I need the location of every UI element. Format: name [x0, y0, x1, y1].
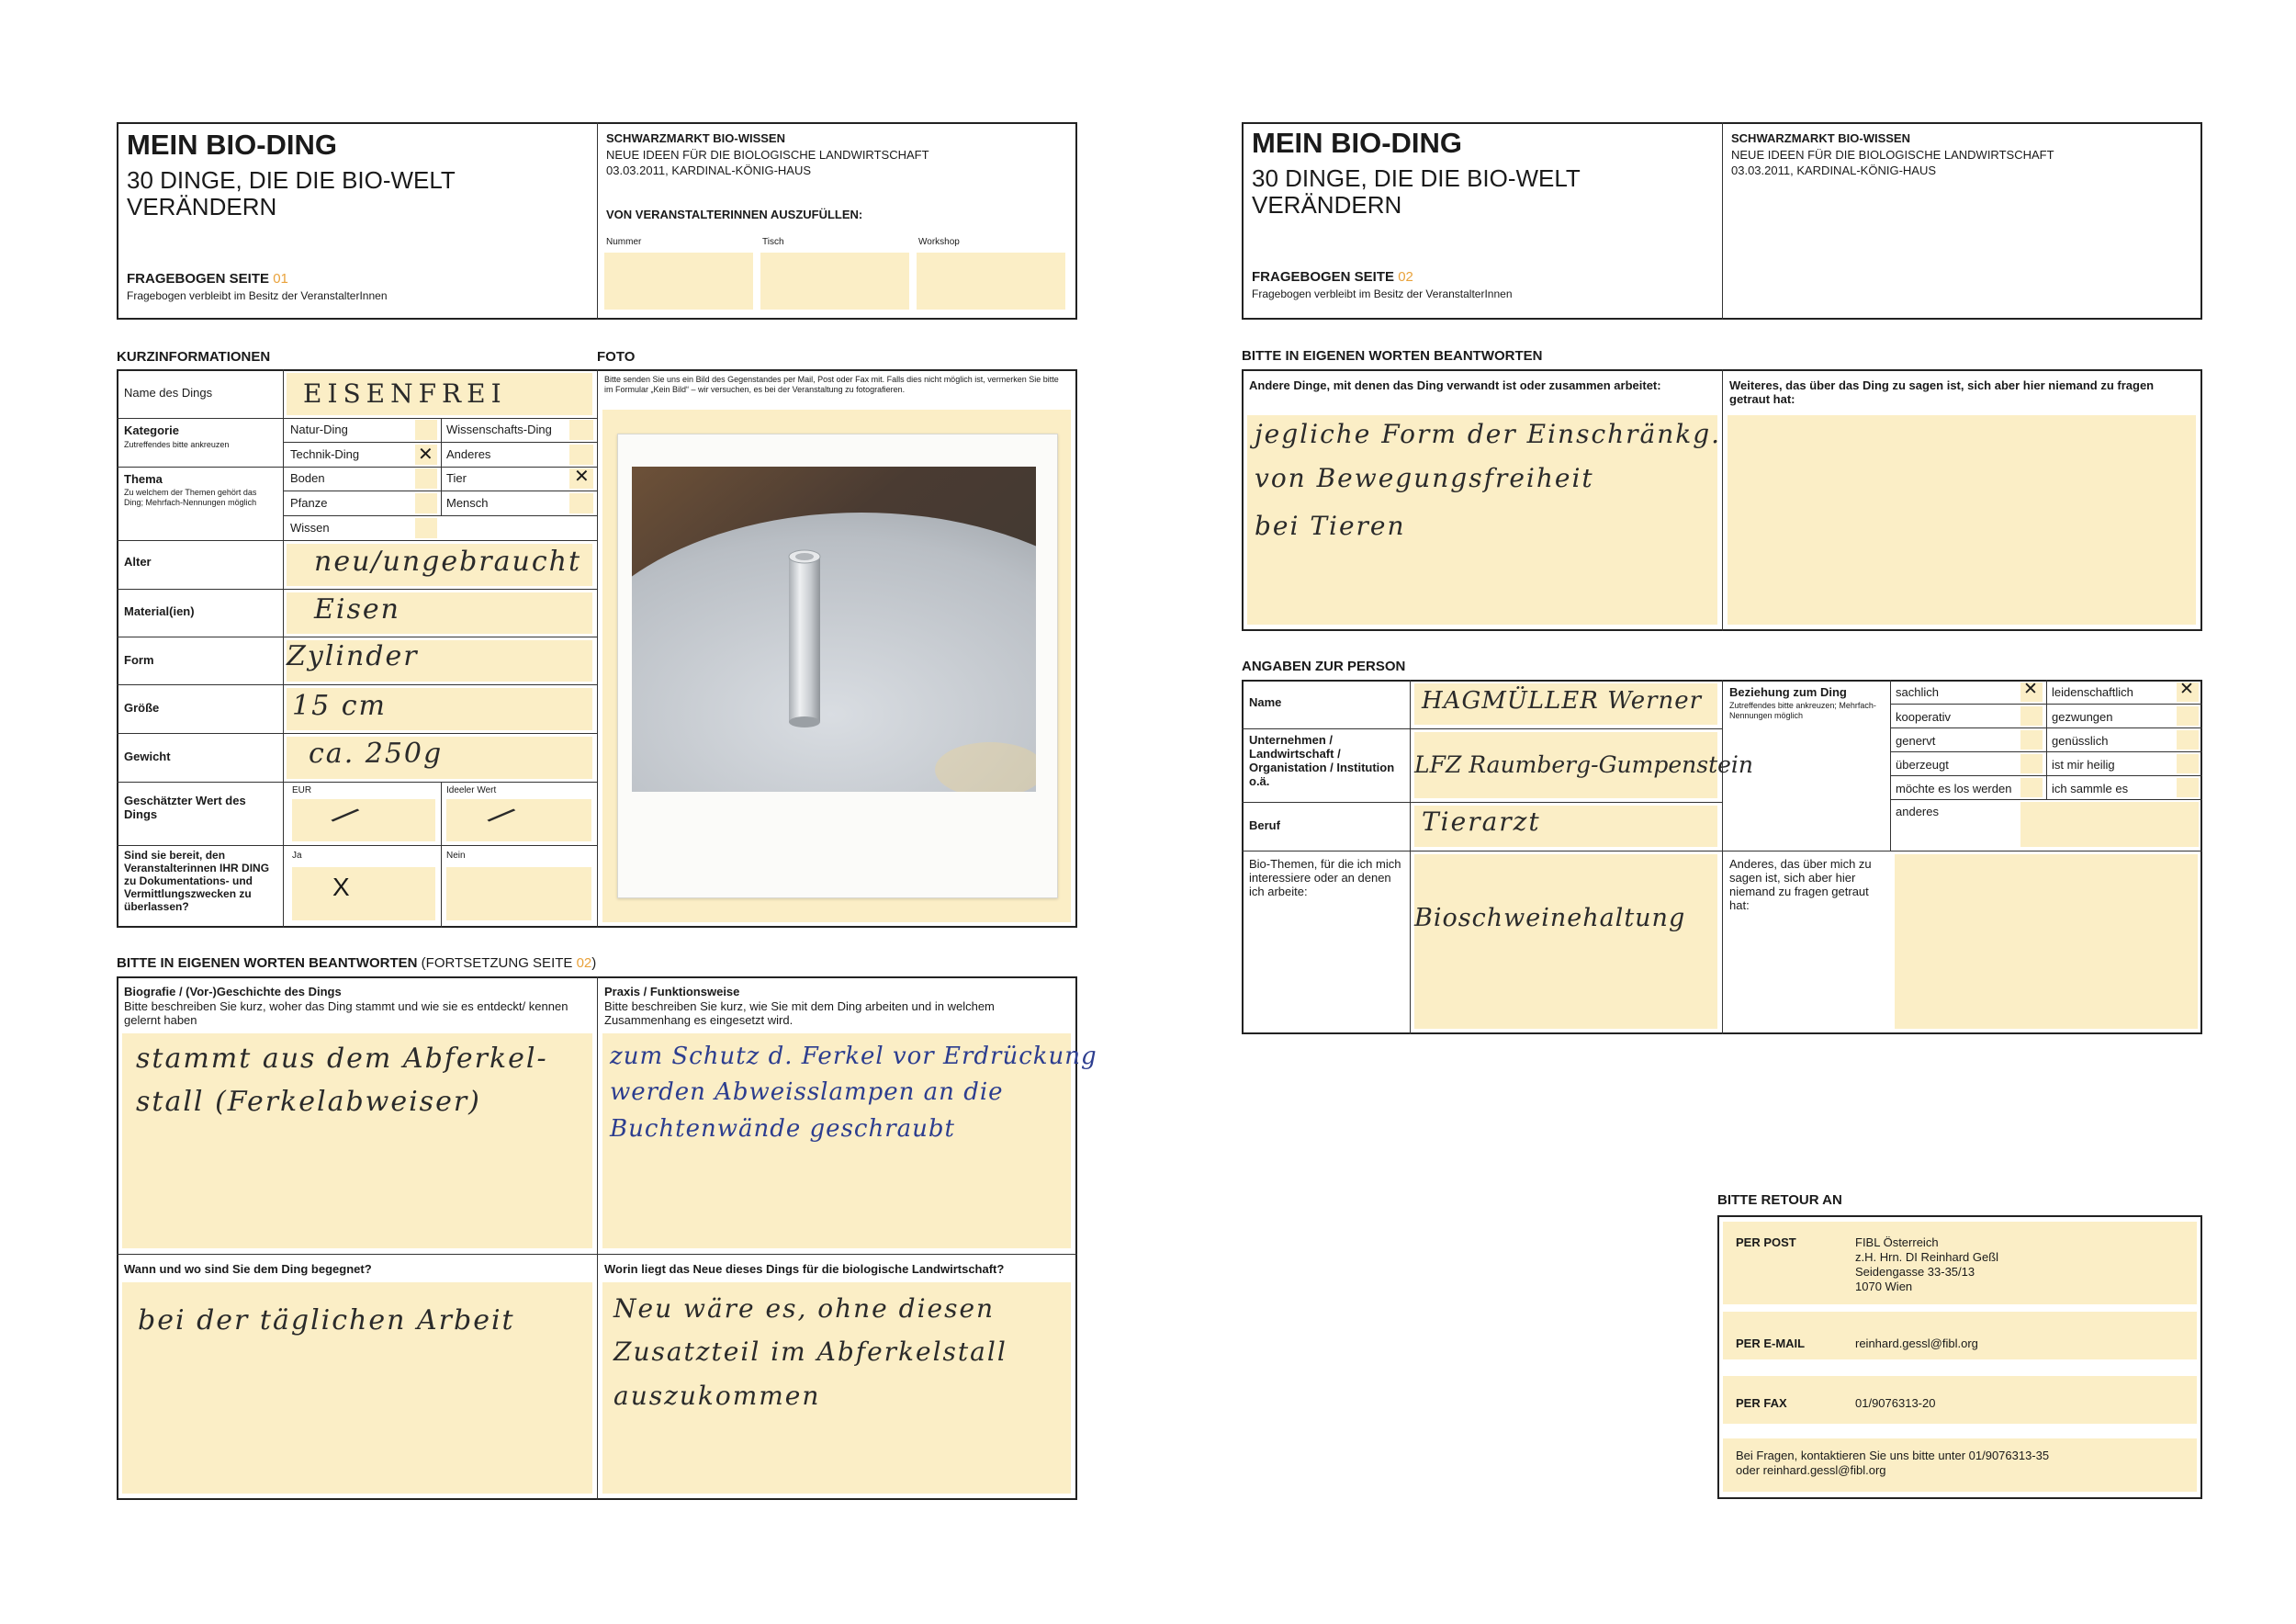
beruf-label: Beruf — [1249, 818, 1280, 832]
event-line2-2: 03.03.2011, KARDINAL-KÖNIG-HAUS — [1731, 164, 1937, 177]
organizer-label: VON VERANSTALTERINNEN AUSZUFÜLLEN: — [606, 208, 863, 221]
event-title-2: SCHWARZMARKT BIO-WISSEN — [1731, 131, 1910, 145]
bereit-ja-field[interactable] — [292, 867, 435, 920]
person-name-label: Name — [1249, 695, 1282, 709]
anderes-person-field[interactable] — [1895, 854, 2198, 1029]
retour-post-line2: z.H. Hrn. DI Reinhard Geßl — [1855, 1250, 1999, 1264]
bereit-nein-field[interactable] — [446, 867, 591, 920]
retour-heading: BITTE RETOUR AN — [1717, 1192, 1842, 1208]
foto-heading: FOTO — [597, 349, 636, 365]
name-value: EISENFREI — [303, 378, 507, 409]
material-label: Material(ien) — [124, 604, 195, 618]
andere-label: Andere Dinge, mit denen das Ding verwandt ist oder zusammen arbeitet: — [1249, 378, 1661, 392]
beruf-value: Tierarzt — [1422, 806, 1541, 837]
thema-boden-check[interactable] — [415, 468, 437, 489]
bez-genuesslich-check[interactable] — [2177, 730, 2199, 750]
workshop-field[interactable] — [917, 253, 1065, 310]
wert-ideell-field[interactable] — [446, 799, 591, 841]
wert-eur-label: EUR — [292, 785, 312, 795]
thema-mensch: Mensch — [446, 496, 489, 510]
praxis-label: Praxis / Funktionsweise — [604, 985, 740, 998]
anderes-person-label: Anderes, das über mich zu sagen ist, sich aber hier niemand zu fragen getraut hat: — [1729, 857, 1872, 912]
neu-line2: Zusatzteil im Abferkelstall — [613, 1336, 1007, 1367]
thema-mensch-check[interactable] — [569, 493, 593, 513]
form-label: Form — [124, 653, 154, 667]
bio-line1: stammt aus dem Abferkel- — [136, 1043, 548, 1075]
wert-ideell-value: / — [485, 797, 519, 834]
retour-post-label: PER POST — [1736, 1235, 1796, 1249]
page-subtitle-2: 30 DINGE, DIE DIE BIO-WELT VERÄNDERN — [1252, 164, 1581, 219]
bereit-nein-label: Nein — [446, 851, 466, 861]
bez-kooperativ-check[interactable] — [2020, 706, 2043, 726]
bez-anderes-field[interactable] — [2020, 802, 2199, 847]
retour-email-label: PER E-MAIL — [1736, 1336, 1806, 1350]
themen-label: Bio-Themen, für die ich mich interessiere oder an denen ich arbeite: — [1249, 857, 1401, 898]
themen-value: Bioschweinehaltung — [1414, 904, 1686, 932]
foto-hint: Bitte senden Sie uns ein Bild des Gegenstandes per Mail, Post oder Fax mit. Falls dies nicht möglich ist, vermerken Sie bitte im Formular „Kein Bild“ – wir versuchen, es bei der Veranstaltung zu fotografieren. — [604, 375, 1059, 394]
bez-anderes: anderes — [1896, 805, 1939, 818]
person-heading: ANGABEN ZUR PERSON — [1242, 659, 1406, 674]
thema-boden: Boden — [290, 471, 325, 485]
person-name-value: HAGMÜLLER Werner — [1422, 687, 1703, 715]
wert-eur-field[interactable] — [292, 799, 435, 841]
page-label: FRAGEBOGEN SEITE 01 — [127, 271, 288, 287]
andere-line1: jegliche Form der Einschränkg. — [1255, 419, 1722, 449]
col-workshop: Workshop — [918, 237, 960, 247]
bez-leidenschaftlich: leidenschaftlich — [2052, 685, 2133, 699]
material-value: Eisen — [314, 593, 400, 626]
event-line1-2: NEUE IDEEN FÜR DIE BIOLOGISCHE LANDWIRTSCHAFT — [1731, 148, 2054, 162]
retour-fax-band — [1723, 1376, 2197, 1424]
retour-email-band — [1723, 1312, 2197, 1359]
bereit-ja-mark: X — [332, 873, 350, 901]
bez-loswerden: möchte es los werden — [1896, 782, 2012, 795]
form-value: Zylinder — [287, 640, 419, 672]
kategorie-hint: Zutreffendes bitte ankreuzen — [124, 440, 230, 449]
bez-gezwungen-check[interactable] — [2177, 706, 2199, 726]
object-photo — [632, 467, 1036, 792]
col-tisch: Tisch — [762, 237, 784, 247]
neu-line3: auszukommen — [613, 1381, 821, 1411]
page-title: MEIN BIO-DING — [127, 129, 338, 161]
tisch-field[interactable] — [760, 253, 909, 310]
neu-line1: Neu wäre es, ohne diesen — [613, 1293, 996, 1324]
col-nummer: Nummer — [606, 237, 642, 247]
bez-genervt-check[interactable] — [2020, 730, 2043, 750]
page-subtitle: 30 DINGE, DIE DIE BIO-WELT VERÄNDERN — [127, 166, 456, 220]
kategorie-label: Kategorie — [124, 423, 179, 437]
bez-genervt: genervt — [1896, 734, 1936, 748]
header-note: Fragebogen verbleibt im Besitz der VeranstalterInnen — [127, 289, 388, 302]
thema-tier-mark: ✕ — [574, 467, 590, 487]
groesse-value: 15 cm — [292, 690, 387, 722]
wert-eur-value: / — [329, 797, 363, 834]
retour-fax-value: 01/9076313-20 — [1855, 1396, 1936, 1410]
bez-loswerden-check[interactable] — [2020, 778, 2043, 797]
thema-label: Thema — [124, 472, 163, 486]
wann-label: Wann und wo sind Sie dem Ding begegnet? — [124, 1262, 372, 1276]
praxis-hint: Bitte beschreiben Sie kurz, wie Sie mit dem Ding arbeiten und in welchem Zusammenhang es eingesetzt wird. — [604, 999, 995, 1027]
praxis-line2: werden Abweisslampen an die — [610, 1078, 1004, 1106]
bez-sammle-check[interactable] — [2177, 778, 2199, 797]
kat-natur-check[interactable] — [415, 420, 437, 440]
themen-field[interactable] — [1414, 854, 1717, 1029]
gewicht-label: Gewicht — [124, 750, 171, 763]
retour-footer-2: oder reinhard.gessl@fibl.org — [1736, 1463, 1886, 1477]
kat-technik-mark: ✕ — [418, 445, 433, 465]
thema-wissen: Wissen — [290, 521, 330, 535]
retour-post-line1: FIBL Österreich — [1855, 1235, 1939, 1249]
retour-email-value[interactable]: reinhard.gessl@fibl.org — [1855, 1336, 1978, 1350]
bez-gezwungen: gezwungen — [2052, 710, 2113, 724]
nummer-field[interactable] — [604, 253, 753, 310]
event-title: SCHWARZMARKT BIO-WISSEN — [606, 131, 785, 145]
header-note-2: Fragebogen verbleibt im Besitz der VeranstalterInnen — [1252, 288, 1513, 300]
thema-wissen-check[interactable] — [415, 518, 437, 538]
weiteres-field[interactable] — [1728, 415, 2196, 625]
andere-line2: von Bewegungsfreiheit — [1255, 463, 1594, 493]
bereit-label: Sind sie bereit, den Veranstalterinnen IHR DING zu Dokumentations- und Vermittlungszwecken zu überlassen? — [124, 849, 270, 913]
praxis-line1: zum Schutz d. Ferkel vor Erdrückung — [610, 1043, 1097, 1070]
bez-ueberzeugt: überzeugt — [1896, 758, 1949, 772]
event-line1: NEUE IDEEN FÜR DIE BIOLOGISCHE LANDWIRTSCHAFT — [606, 148, 929, 162]
gewicht-value: ca. 250g — [309, 738, 444, 770]
page-title-2: MEIN BIO-DING — [1252, 127, 1463, 159]
kat-natur: Natur-Ding — [290, 423, 348, 436]
alter-label: Alter — [124, 555, 152, 569]
bez-heilig-check[interactable] — [2177, 754, 2199, 773]
name-label: Name des Dings — [124, 386, 213, 400]
bez-heilig: ist mir heilig — [2052, 758, 2115, 772]
bez-sammle: ich sammle es — [2052, 782, 2129, 795]
kurzinfo-heading: KURZINFORMATIONEN — [117, 349, 271, 365]
worte-heading: BITTE IN EIGENEN WORTEN BEANTWORTEN (FORTSETZUNG SEITE 02) — [117, 955, 597, 971]
wert-ideell-label: Ideeler Wert — [446, 785, 497, 795]
event-line2: 03.03.2011, KARDINAL-KÖNIG-HAUS — [606, 164, 812, 177]
retour-post-line4: 1070 Wien — [1855, 1280, 1913, 1293]
andere-line3: bei Tieren — [1255, 511, 1406, 541]
bereit-ja-label: Ja — [292, 851, 302, 861]
kat-anderes-check[interactable] — [569, 445, 593, 465]
wann-value: bei der täglichen Arbeit — [138, 1304, 515, 1336]
alter-value: neu/ungebraucht — [314, 546, 582, 578]
wert-label: Geschätzter Wert des Dings — [124, 794, 246, 821]
weiteres-label: Weiteres, das über das Ding zu sagen ist, sich aber hier niemand zu fragen getraut hat: — [1729, 378, 2155, 406]
worte-heading-2: BITTE IN EIGENEN WORTEN BEANTWORTEN — [1242, 348, 1543, 364]
thema-pflanze-check[interactable] — [415, 493, 437, 513]
retour-post-line3: Seidengasse 33-35/13 — [1855, 1265, 1975, 1279]
bez-leidenschaftlich-mark: ✕ — [2179, 680, 2194, 699]
retour-footer-1: Bei Fragen, kontaktieren Sie uns bitte unter 01/9076313-35 — [1736, 1449, 2050, 1462]
unternehmen-label: Unternehmen / Landwirtschaft / Organistation / Institution o.ä. — [1249, 733, 1395, 788]
kat-wissenschaft: Wissenschafts-Ding — [446, 423, 552, 436]
bio-line2: stall (Ferkelabweiser) — [136, 1086, 481, 1118]
groesse-label: Größe — [124, 701, 160, 715]
kat-wissenschaft-check[interactable] — [569, 420, 593, 440]
bez-ueberzeugt-check[interactable] — [2020, 754, 2043, 773]
bio-hint: Bitte beschreiben Sie kurz, woher das Ding stammt und wie sie es entdeckt/ kennen gelernt haben — [124, 999, 568, 1027]
beziehung-label: Beziehung zum Ding — [1729, 685, 1847, 699]
praxis-line3: Buchtenwände geschraubt — [610, 1115, 955, 1143]
beziehung-hint: Zutreffendes bitte ankreuzen; Mehrfach-Nennungen möglich — [1729, 701, 1876, 720]
page-label-2: FRAGEBOGEN SEITE 02 — [1252, 269, 1413, 285]
thema-tier: Tier — [446, 471, 467, 485]
bez-sachlich-mark: ✕ — [2023, 680, 2038, 699]
kat-anderes: Anderes — [446, 447, 491, 461]
unternehmen-value: LFZ Raumberg-Gumpenstein — [1414, 751, 1754, 778]
thema-hint: Zu welchem der Themen gehört das Ding; Mehrfach-Nennungen möglich — [124, 488, 257, 507]
neu-label: Worin liegt das Neue dieses Dings für die biologische Landwirtschaft? — [604, 1262, 1005, 1276]
bez-genuesslich: genüsslich — [2052, 734, 2109, 748]
retour-fax-label: PER FAX — [1736, 1396, 1787, 1410]
kat-technik: Technik-Ding — [290, 447, 360, 461]
bez-sachlich: sachlich — [1896, 685, 1939, 699]
bez-kooperativ: kooperativ — [1896, 710, 1951, 724]
bio-label: Biografie / (Vor-)Geschichte des Dings — [124, 985, 342, 998]
thema-pflanze: Pfanze — [290, 496, 328, 510]
